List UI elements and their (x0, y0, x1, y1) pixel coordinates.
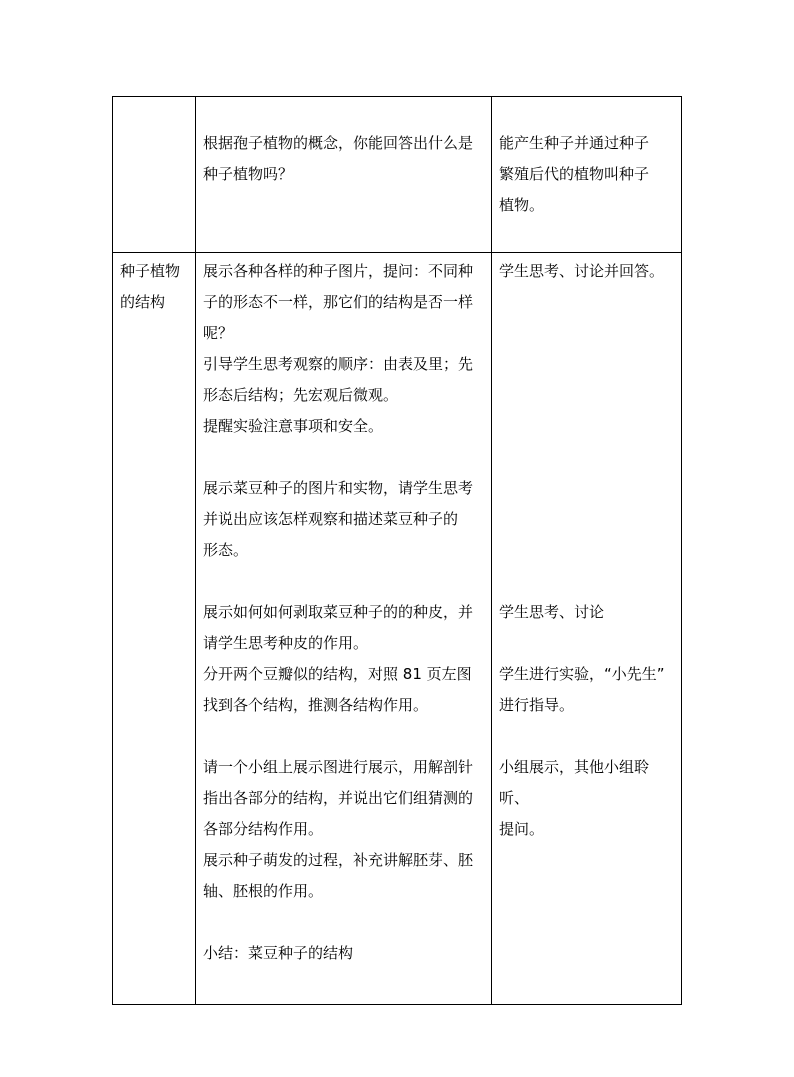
teacher-activity-cell (196, 97, 492, 253)
text-line: 学生进行实验，“小先生” (499, 665, 665, 683)
text-line: 各部分结构作用。 (203, 820, 324, 838)
table-row (113, 253, 682, 1005)
text-line: 请学生思考种皮的作用。 (203, 634, 369, 652)
text-line: 展示菜豆种子的图片和实物，请学生思考 (203, 479, 474, 497)
text-line: 提醒实验注意事项和安全。 (203, 417, 384, 435)
text-line: 进行指导。 (499, 696, 575, 714)
blank-line (203, 721, 485, 752)
text-line: 呢？ (203, 324, 234, 342)
text-line: 学生思考、讨论 (499, 603, 605, 621)
section-cell (113, 253, 196, 1005)
text-line: 的结构 (120, 293, 166, 311)
blank-line (203, 907, 485, 938)
blank-line (203, 566, 485, 597)
blank-line (499, 628, 675, 659)
text-line: 分开两个豆瓣似的结构，对照 81 页左图 (203, 665, 472, 683)
blank-line (499, 504, 675, 535)
text-line: 小结：菜豆种子的结构 (203, 944, 354, 962)
text-line: 请一个小组上展示图进行展示，用解剖针 (203, 758, 474, 776)
text-line: 子的形态不一样，那它们的结构是否一样 (203, 293, 474, 311)
text-line: 种子植物 (120, 262, 181, 280)
text-line: 学生思考、讨论并回答。 (499, 262, 665, 280)
text-line: 指出各部分的结构，并说出它们组猜测的 (203, 789, 474, 807)
text-line: 能产生种子并通过种子 (499, 134, 650, 152)
text-line: 繁殖后代的植物叫种子 (499, 165, 650, 183)
student-activity-cell (492, 253, 682, 1005)
text-line: 根据孢子植物的概念，你能回答出什么是 (203, 134, 474, 152)
blank-line (499, 721, 675, 752)
blank-line (203, 442, 485, 473)
text-line: 植物。 (499, 196, 545, 214)
blank-line (499, 380, 675, 411)
text-line: 展示各种各样的种子图片，提问：不同种 (203, 262, 474, 280)
student-activity-cell (492, 97, 682, 253)
text-line: 展示种子萌发的过程，补充讲解胚芽、胚 (203, 851, 474, 869)
text-line: 小组展示，其他小组聆听、 (499, 758, 650, 807)
text-line: 轴、胚根的作用。 (203, 882, 324, 900)
text-line: 形态。 (203, 541, 249, 559)
teacher-activity-cell (196, 253, 492, 1005)
blank-line (499, 287, 675, 318)
blank-line (499, 535, 675, 566)
section-cell (113, 97, 196, 253)
blank-line (499, 349, 675, 380)
text-line: 展示如何如何剥取菜豆种子的的种皮，并 (203, 603, 474, 621)
blank-line (499, 411, 675, 442)
blank-line (499, 566, 675, 597)
text-line: 种子植物吗？ (203, 165, 294, 183)
text-line: 并说出应该怎样观察和描述菜豆种子的 (203, 510, 459, 528)
lesson-plan-table (112, 96, 682, 1005)
blank-line (499, 473, 675, 504)
table-row (113, 97, 682, 253)
text-line: 形态后结构；先宏观后微观。 (203, 386, 399, 404)
blank-line (499, 318, 675, 349)
blank-line (499, 442, 675, 473)
text-line: 提问。 (499, 820, 545, 838)
text-line: 找到各个结构，推测各结构作用。 (203, 696, 429, 714)
text-line: 引导学生思考观察的顺序：由表及里；先 (203, 355, 474, 373)
